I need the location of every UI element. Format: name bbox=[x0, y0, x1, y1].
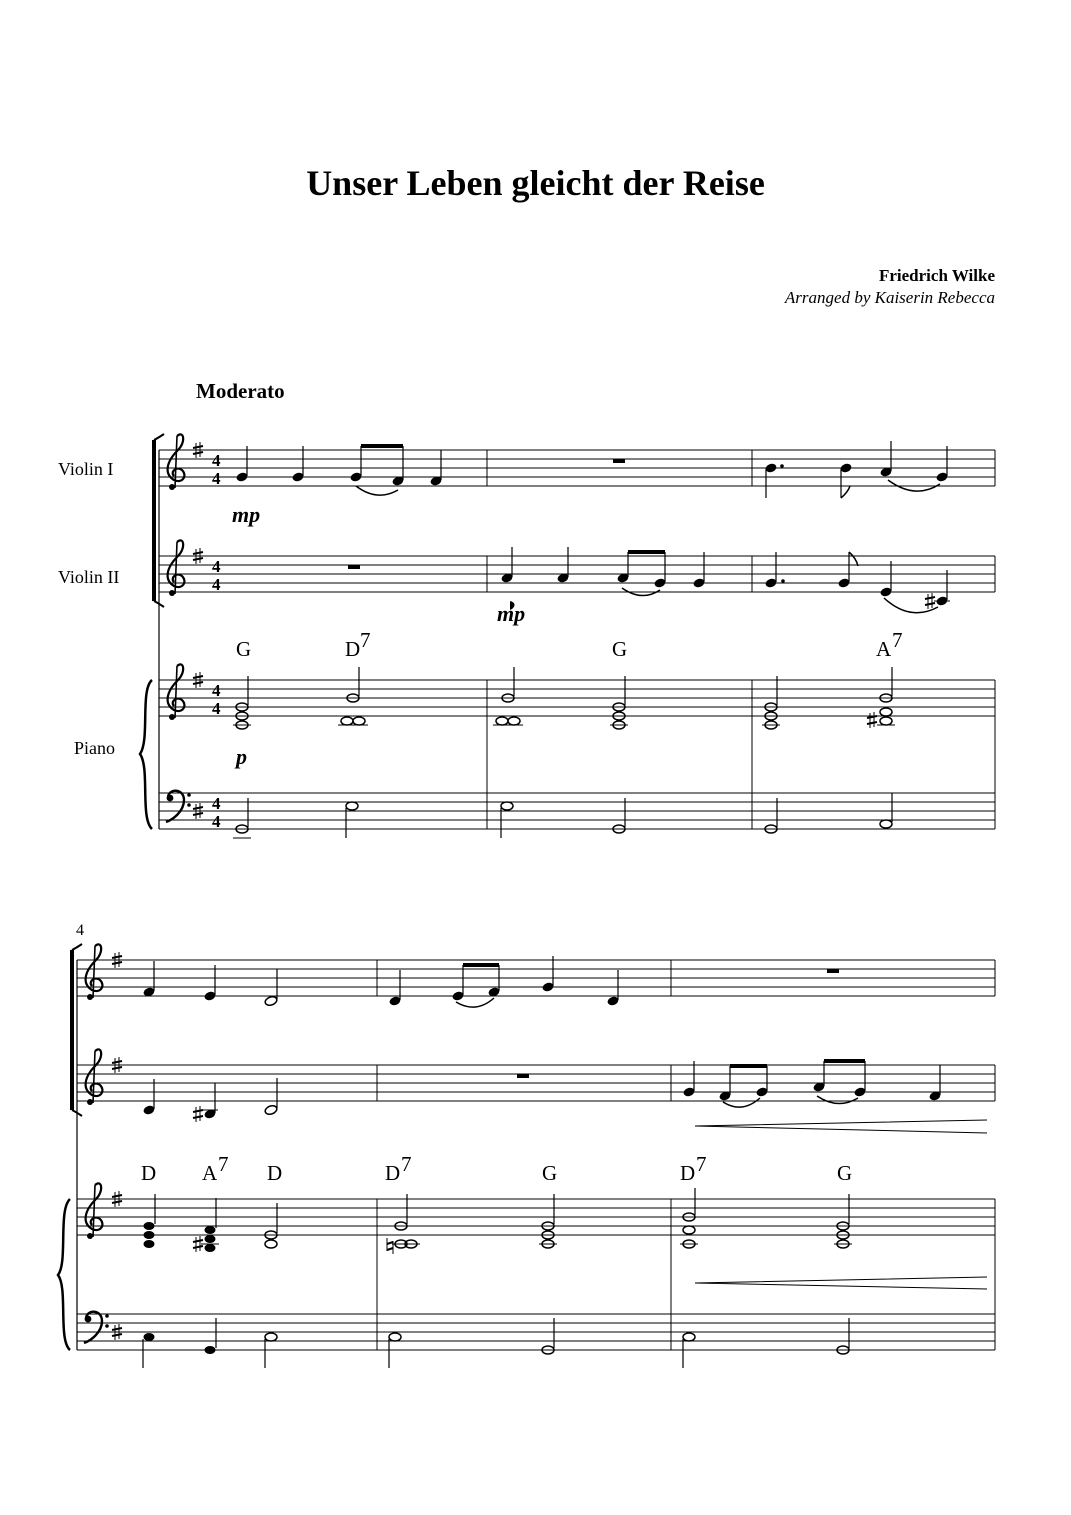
instrument-label-violin2: Violin II bbox=[58, 567, 120, 587]
chord-symbol: G bbox=[236, 637, 252, 661]
chord-symbol: G bbox=[542, 1161, 558, 1185]
composer: Friedrich Wilke bbox=[878, 266, 995, 285]
svg-text:4: 4 bbox=[212, 699, 221, 718]
chord-symbol: G bbox=[612, 637, 628, 661]
violin1-notes-system2 bbox=[142, 956, 839, 1007]
sharp-icon bbox=[867, 712, 877, 728]
chord-symbol: A bbox=[202, 1161, 218, 1185]
chord-superscript: 7 bbox=[360, 628, 371, 652]
chord-symbol: A bbox=[876, 637, 892, 661]
piano-treble-staff-system1 bbox=[159, 680, 995, 716]
piano-bass-staff-system1 bbox=[159, 793, 995, 829]
chord-superscript: 7 bbox=[218, 1152, 229, 1176]
violin2-m2 bbox=[500, 547, 950, 613]
svg-text:4: 4 bbox=[212, 451, 221, 470]
svg-text:4: 4 bbox=[212, 794, 221, 813]
svg-text:4: 4 bbox=[212, 812, 221, 831]
svg-text:4: 4 bbox=[212, 557, 221, 576]
svg-text:4: 4 bbox=[212, 681, 221, 700]
chord-superscript: 7 bbox=[401, 1152, 412, 1176]
chord-superscript: 7 bbox=[696, 1152, 707, 1176]
chord-symbol: D bbox=[141, 1161, 157, 1185]
system2-barlines bbox=[77, 960, 995, 1350]
chord-symbol: D bbox=[267, 1161, 283, 1185]
svg-text:4: 4 bbox=[212, 469, 221, 488]
piano-lh-notes-system2 bbox=[143, 1318, 849, 1368]
dynamic-piano: p bbox=[236, 744, 247, 769]
system1-brackets bbox=[140, 434, 164, 829]
chord-symbols-system1 bbox=[236, 628, 903, 661]
chord-symbol: G bbox=[837, 1161, 853, 1185]
violin2-notes-system2 bbox=[142, 1061, 987, 1133]
instrument-label-piano: Piano bbox=[74, 738, 116, 758]
score-title: Unser Leben gleicht der Reise bbox=[306, 163, 765, 203]
violin2-staff-system1 bbox=[159, 556, 995, 592]
system2-brackets bbox=[58, 944, 82, 1350]
chord-symbols-system2 bbox=[141, 1152, 852, 1185]
dynamic-violin1: mp bbox=[232, 502, 261, 527]
dynamic-violin2: mp bbox=[497, 601, 526, 626]
piano-bass-staff-system2 bbox=[77, 1314, 995, 1350]
system1-clefs bbox=[166, 434, 221, 831]
instrument-label-violin1: Violin I bbox=[58, 459, 114, 479]
chord-superscript: 7 bbox=[892, 628, 903, 652]
chord-symbol: D bbox=[680, 1161, 696, 1185]
system1-barlines bbox=[159, 450, 995, 829]
violin1-staff-system1 bbox=[159, 450, 995, 486]
chord-symbol: D bbox=[385, 1161, 401, 1185]
chord-symbol: D bbox=[345, 637, 361, 661]
arranger: Arranged by Kaiserin Rebecca bbox=[784, 288, 995, 307]
measure-number: 4 bbox=[76, 922, 84, 939]
piano-rh-chords-system2 bbox=[144, 1188, 988, 1289]
system2-clefs bbox=[84, 944, 122, 1343]
tempo-marking: Moderato bbox=[196, 379, 285, 403]
piano-lh-notes-system1 bbox=[233, 793, 892, 838]
svg-text:4: 4 bbox=[212, 575, 221, 594]
